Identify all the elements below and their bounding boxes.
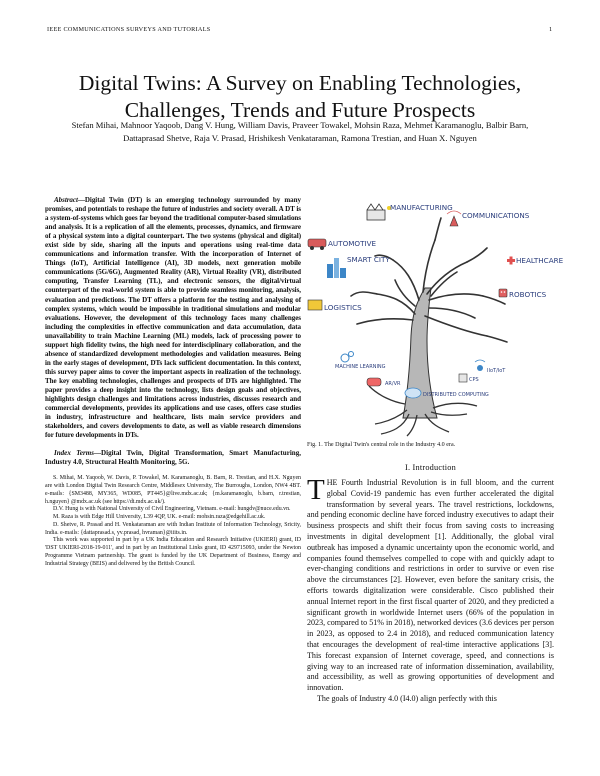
intro-paragraph-1 [307,474,554,694]
index-terms-label: Index Terms [54,449,94,458]
footnote-funding: This work was supported in part by a UK India Education and Research Initiative (UKIERI) grant, ID 'DST UKIERI-2018-19-011', and in part by an Institutional Links grant, ID 429715093, under the Newton Programme Vietnam partnership. The grant is funded by the UK Department of Business, Energy and Industrial Strategy (BEIS) and delivered by the British Council. [45,537,301,567]
tree-branches [351,218,507,342]
label-iiot-iot: IIoT/IoT [487,368,506,374]
index-terms [45,449,301,467]
label-distributed-computing: DISTRIBUTED COMPUTING [423,392,489,398]
label-logistics: LOGISTICS [324,303,362,312]
footnote-affiliation-iiits: D. Shetve, R. Prasad and H. Venkataraman are with Indian Institute of Information Technology, Sricity, India. e-mails: {dattaprasad.s, yv.prasad, hvraman}@iiits.in. [45,521,301,536]
cps-icon [459,374,467,382]
factory-icon [367,204,391,220]
footnote-affiliation-mdx: S. Mihai, M. Yaqoob, W. Davis, P. Towakel, M. Karamanoglu, B. Barn, R. Trestian, and H.X. Nguyen are with London Digital Twin Research Centre, Middlesex University, The Burroughs, London, NW4 4BT. e-mails: {SM3488, MY365, WD085, PT445}@live.mdx.ac.uk; {m.karamanoglu, b.barn, r.trestian, h.nguyen} @mdx.ac.uk (see https://dt.mdx.ac.uk/). [45,475,301,505]
intro-paragraph-2: The goals of Industry 4.0 (I4.0) align perfectly with this [317,693,497,703]
footnotes [45,475,301,568]
label-automotive: AUTOMOTIVE [328,239,377,248]
abstract-label: Abstract [54,196,78,204]
title-line-2: Challenges, Trends and Future Prospects [124,98,476,123]
smart-city-icon [327,258,346,278]
left-column [45,196,301,568]
car-icon [308,239,326,250]
index-terms-text: —Digital Twin, Digital Transformation, Smart Manufacturing, Industry 4.0, Structural Health Monitoring, 5G. [45,449,301,467]
right-column [307,196,564,705]
ml-icon [341,352,354,363]
label-healthcare: HEALTHCARE [516,256,564,265]
label-machine-learning: MACHINE LEARNING [335,364,386,370]
label-manufacturing: MANUFACTURING [390,203,453,212]
title-line-1: Digital Twins: A Survey on Enabling Technologies, [78,71,522,96]
author-list: Stefan Mihai, Mahnoor Yaqoob, Dang V. Hung, William Davis, Praveer Towakel, Mohsin Raza, Mehmet Karamanoglu, Balbir Barn, Dattaprasad Shetve, Raja V. Prasad, Hrishikesh Venkataraman, Ramona Trestian, and Huan X. Nguyen [71,120,529,143]
signal-tower-icon [447,211,461,226]
figure-caption: Fig. 1. The Digital Twin's central role in the Industry 4.0 era. [307,442,456,448]
tree-illustration [307,196,564,436]
label-smart-city: SMART CITY [347,255,390,264]
paper-title [20,70,580,124]
iot-icon [475,360,485,371]
footnote-affiliation-edgehill: M. Raza is with Edge Hill University, L39 4QP, UK. e-mail: mohsin.raza@edgehill.ac.uk. [53,514,266,521]
intro-smallcaps: HE [326,478,338,487]
label-cps: CPS [469,377,479,383]
introduction-body [307,474,554,705]
running-header: IEEE COMMUNICATIONS SURVEYS AND TUTORIALS [47,26,211,33]
figure-digital-twin-tree [307,196,564,436]
abstract [45,196,301,440]
dropcap: T [307,474,325,506]
healthcare-icon [507,257,515,265]
robot-icon [499,289,507,297]
vr-headset-icon [367,378,381,386]
label-robotics: ROBOTICS [509,290,547,299]
page-number: 1 [549,26,553,33]
intro-paragraph-1-text: Fourth Industrial Revolution is in full bloom, and the current global Covid-19 pandemic has even further accelerated the digital transformation by several years. The travel restrictions, lockdowns, and pending economic decline have forced industry executives to adapt their business prospects and shift their focus from saving costs to increasing investments in digital development [1]. Additionally, the global viral outbreak has imposed a dynamic uncertainty upon the economic world, and companies found themselves compelled to cope with and quickly adapt to ever-changing conditions and restrictions in order to survive or even rise above the circumstances [2]. However, even before the sanitary crisis, the efforts towards digitalization were considerable. Cisco published their annual Internet report in the first fiscal quarter of 2020, and they predicted a significant growth in worldwide Internet users (66% of the population in 2023, compared to 51% in 2018), networked devices (3.6 devices per person in 2023, as opposed to 2.4 in 2018), and reduced communication latency that encourages the development of real-time interactive applications [3]. This forecast expansion of Internet coverage, speed, and connections is giving way to an increased rate of information dissemination, availability, and accessibility, as well as growing opportunities of development and innovation. [307,478,554,693]
label-communications: COMMUNICATIONS [462,211,530,220]
footnote-affiliation-nuce: D.V. Hung is with National University of Civil Engineering, Vietnam. e-mail: hungdv@nuce.edu.vn. [53,506,291,513]
section-heading-introduction: I. Introduction [405,463,456,472]
abstract-text: —Digital Twin (DT) is an emerging technology surrounded by many promises, and potentials to reshape the future of industries and society overall. A DT is a system-of-systems which goes far beyond the traditional computer-based simulations and analysis. It is a replication of all the elements, processes, dynamics, and firmware of a physical system into a digital counterpart. The two systems (physical and digital) exist side by side, sharing all the inputs and operations using real-time data communications and information transfer. With the incorporation of Internet of Things (IoT), Artificial Intelligence (AI), 3D models, next generation mobile communications (5G/6G), Augmented Reality (AR), Virtual Reality (VR), distributed computing, Transfer Learning (TL), and electronic sensors, the digital/virtual counterpart of the real-world system is able to provide seamless monitoring, analysis, evaluation and predictions. The DT offers a platform for the testing and analysing of complex systems, which would be impossible in traditional simulations and modular evaluations. However, the development of this technology faces many challenges including the complexities in effective communication and data accumulation, data unavailability to train Machine Learning (ML) models, lack of processing power to support high fidelity twins, the high need for interdisciplinary collaboration, and the absence of standardized development methodologies and validation measures. Being in the early stages of development, DTs lack sufficient documentation. In this context, this survey paper aims to cover the important aspects in realization of the technology. The key enabling technologies, challenges and prospects of DTs are highlighted. The paper provides a deep insight into the technology, lists design goals and objectives, highlights design challenges and limitations across industries, discusses research and commercial developments, provides its applications and use cases, offers case studies in industry, infrastructure and healthcare, lists main service providers and stakeholders, and covers developments to date, as well as viable research dimensions for future developments in DTs. [45,196,301,440]
cloud-icon [405,388,421,398]
logistics-icon [308,300,322,310]
label-ar-vr: AR/VR [385,381,401,387]
